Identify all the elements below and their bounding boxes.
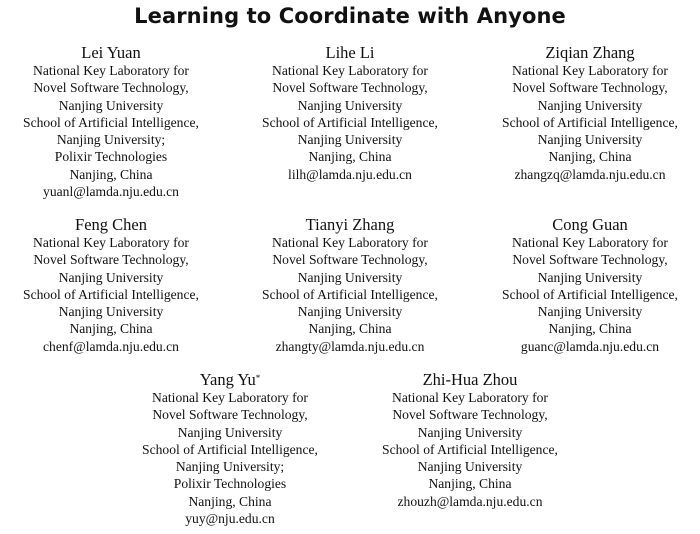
author-block-lei-yuan: [0, 43, 231, 200]
affiliation-line: Novel Software Technology,: [33, 252, 189, 268]
affiliation-line: National Key Laboratory for: [33, 235, 189, 250]
author-block-ziqian-zhang: [470, 43, 700, 183]
affiliation-line: School of Artificial Intelligence,: [382, 441, 558, 457]
affiliation-line: Novel Software Technology,: [272, 80, 428, 96]
affiliation-line: Novel Software Technology,: [392, 407, 548, 423]
affiliation-line: School of Artificial Intelligence,: [262, 286, 438, 302]
author-name: Yang Yu*: [199, 370, 261, 389]
affiliation-line: National Key Laboratory for: [272, 63, 428, 78]
affiliation-line: School of Artificial Intelligence,: [502, 114, 678, 130]
author-name: Zhi-Hua Zhou: [422, 370, 518, 389]
affiliation-line: Nanjing University: [58, 97, 164, 113]
location-line: Nanjing, China: [188, 493, 272, 509]
author-block-yang-yu: [110, 370, 350, 527]
affiliation-line: Novel Software Technology,: [33, 80, 189, 96]
affiliation-line: Nanjing University;: [175, 459, 285, 475]
affiliation-line: Novel Software Technology,: [512, 252, 668, 268]
affiliation-line: Nanjing University: [297, 304, 403, 320]
corresponding-author-mark: *: [255, 373, 261, 383]
location-line: Nanjing, China: [69, 321, 153, 337]
author-block-zhi-hua-zhou: [350, 370, 590, 510]
affiliation-line: Nanjing University: [537, 304, 643, 320]
location-line: Nanjing, China: [308, 321, 392, 337]
affiliation-line: Polixir Technologies: [54, 149, 168, 165]
email-line: zhangzq@lamda.nju.edu.cn: [514, 166, 666, 182]
affiliation-line: School of Artificial Intelligence,: [23, 286, 199, 302]
affiliation-line: School of Artificial Intelligence,: [142, 441, 318, 457]
email-line: guanc@lamda.nju.edu.cn: [520, 338, 660, 354]
affiliation-line: Novel Software Technology,: [272, 252, 428, 268]
affiliation-line: Nanjing University;: [56, 132, 166, 148]
email-line: yuanl@lamda.nju.edu.cn: [43, 184, 179, 200]
author-name: Feng Chen: [75, 215, 147, 234]
affiliation-line: School of Artificial Intelligence,: [262, 114, 438, 130]
author-name: Lei Yuan: [81, 43, 141, 62]
affiliation-line: Nanjing University: [537, 269, 643, 285]
affiliation-line: Nanjing University: [417, 424, 523, 440]
affiliation-line: School of Artificial Intelligence,: [502, 286, 678, 302]
affiliation-line: National Key Laboratory for: [512, 63, 668, 78]
affiliation-line: Nanjing University: [58, 304, 164, 320]
affiliation-line: Nanjing University: [537, 97, 643, 113]
affiliation-line: Nanjing University: [297, 132, 403, 148]
affiliation-line: Nanjing University: [417, 459, 523, 475]
author-block-lihe-li: [230, 43, 470, 183]
affiliation-line: Nanjing University: [58, 269, 164, 285]
affiliation-line: National Key Laboratory for: [392, 390, 548, 405]
affiliation-line: National Key Laboratory for: [512, 235, 668, 250]
location-line: Nanjing, China: [548, 321, 632, 337]
location-line: Nanjing, China: [308, 149, 392, 165]
affiliation-line: Nanjing University: [297, 269, 403, 285]
affiliation-line: School of Artificial Intelligence,: [23, 114, 199, 130]
author-block-cong-guan: [470, 215, 700, 355]
email-line: yuy@nju.edu.cn: [185, 511, 275, 527]
affiliation-line: Nanjing University: [177, 424, 283, 440]
email-line: chenf@lamda.nju.edu.cn: [43, 338, 179, 354]
affiliation-line: National Key Laboratory for: [152, 390, 308, 405]
affiliation-line: Nanjing University: [537, 132, 643, 148]
affiliation-line: Novel Software Technology,: [512, 80, 668, 96]
author-name: Ziqian Zhang: [545, 43, 635, 62]
affiliation-line: Nanjing University: [297, 97, 403, 113]
affiliation-line: Novel Software Technology,: [152, 407, 308, 423]
author-block-tianyi-zhang: [230, 215, 470, 355]
author-name: Tianyi Zhang: [305, 215, 395, 234]
author-block-feng-chen: [0, 215, 231, 355]
paper-title: Learning to Coordinate with Anyone: [134, 4, 566, 28]
affiliation-line: National Key Laboratory for: [272, 235, 428, 250]
email-line: lilh@lamda.nju.edu.cn: [288, 166, 412, 182]
location-line: Nanjing, China: [548, 149, 632, 165]
author-name: Lihe Li: [325, 43, 375, 62]
author-name: Cong Guan: [552, 215, 628, 234]
affiliation-line: Polixir Technologies: [173, 476, 287, 492]
location-line: Nanjing, China: [69, 166, 153, 182]
location-line: Nanjing, China: [428, 476, 512, 492]
email-line: zhangty@lamda.nju.edu.cn: [275, 338, 425, 354]
affiliation-line: National Key Laboratory for: [33, 63, 189, 78]
email-line: zhouzh@lamda.nju.edu.cn: [397, 493, 543, 509]
